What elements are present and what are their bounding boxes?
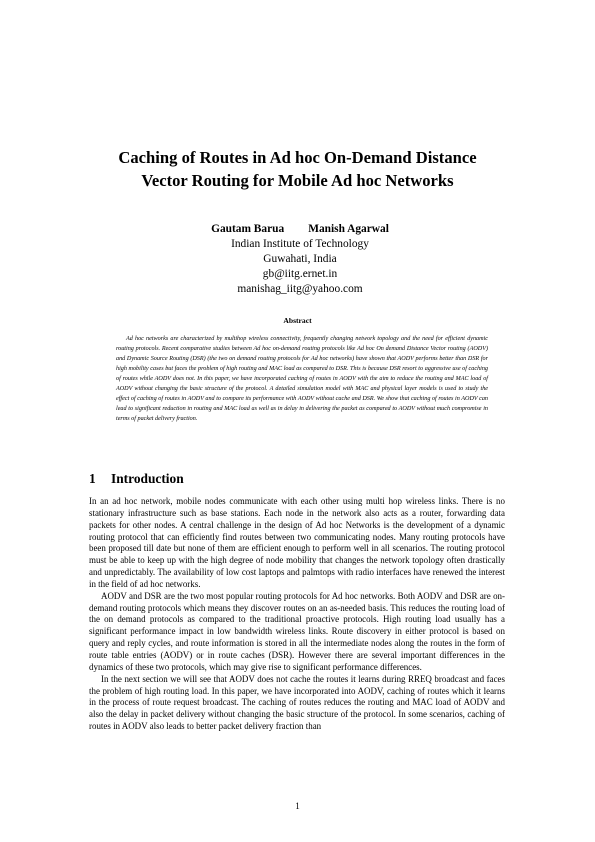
- author-name: Gautam Barua: [211, 223, 285, 235]
- author-block: [150, 222, 450, 297]
- author-email: gb@iitg.ernet.in: [262, 268, 338, 280]
- title-line-2: Vector Routing for Mobile Ad hoc Networks: [141, 171, 454, 190]
- body-paragraph: AODV and DSR are the two most popular routing protocols for Ad hoc networks. Both AODV and DSR are on-demand routing protocols which means they discover routes on an as-needed basis. This reduces the routing load of the on demand protocols as compared to the traditional proactive protocols. High routing load usually has a significant performance impact in low bandwidth wireless links. Route discovery in either protocol is based on query and reply cycles, and route information is stored in all the intermediate nodes along the routes in the form of route table entries (AODV) or in route caches (DSR). However there are several important differences in the dynamics of these two protocols, which may give rise to significant performance differences.: [89, 590, 505, 672]
- author-names: [150, 222, 450, 237]
- section-body: [89, 496, 505, 733]
- abstract-heading: Abstract: [283, 316, 312, 325]
- section-title: Introduction: [111, 471, 184, 486]
- page-number: 1: [295, 801, 300, 811]
- author-email: manishag_iitg@yahoo.com: [237, 283, 363, 295]
- author-name: Manish Agarwal: [308, 223, 389, 235]
- paper-title: [60, 146, 535, 192]
- body-paragraph: In the next section we will see that AODV does not cache the routes it learns during RREQ broadcast and faces the problem of high routing load. In this paper, we have incorporated into AODV, caching of routes which it learns in the process of route request broadcast. The caching of routes reduces the routing and MAC load of AODV and also the delay in packet delivery without changing the basic structure of the protocol. In some scenarios, caching of routes in AODV also leads to better packet delivery fraction than: [89, 673, 505, 732]
- abstract-text: Ad hoc networks are characterized by multihop wireless connectivity, frequently changing network topology and the need for efficient dynamic routing protocols. Recent comparative studies between Ad hoc on-demand routing protocols like Ad hoc On demand Distance Vector routing (AODV) and Dynamic Source Routing (DSR) (the two on demand routing protocols for Ad hoc networks) have shown that AODV performs better than DSR for high mobility cases but faces the problem of high routing and MAC load as compared to DSR. This is because DSR resort to aggressive use of caching of routes while AODV does not. In this paper, we have incorporated caching of routes in AODV with the aim to reduce the routing and MAC load of AODV without changing the basic structure of the protocol. A detailed simulation model with MAC and physical layer models is used to study the effect of caching of routes in AODV and to compare its performance with AODV without cache and DSR. We show that caching of routes in AODV can lead to significant reduction in routing and MAC load as well as in delay in delivering the packet as compared to AODV without much compromise in terms of packet delivery fraction.: [116, 336, 488, 423]
- section-heading: [89, 471, 184, 487]
- body-paragraph: In an ad hoc network, mobile nodes communicate with each other using multi hop wireless links. There is no stationary infrastructure such as base stations. Each node in the network also acts as a router, forwarding data packets for other nodes. A central challenge in the design of Ad hoc Networks is the development of a dynamic routing protocol that can efficiently find routes between two communicating nodes. Many routing protocols have been proposed till date but none of them are efficient enough to perform well in all scenarios. The routing protocol must be able to keep up with the high degree of node mobility that changes the network topology often drastically and unpredictably. The availability of low cost laptops and palmtops with radio interfaces have renewed the interest in the field of ad hoc networks.: [89, 496, 505, 589]
- author-location: Guwahati, India: [263, 253, 337, 265]
- section-number: 1: [89, 471, 96, 486]
- title-line-1: Caching of Routes in Ad hoc On-Demand Distance: [118, 148, 477, 167]
- author-institution: Indian Institute of Technology: [231, 238, 369, 250]
